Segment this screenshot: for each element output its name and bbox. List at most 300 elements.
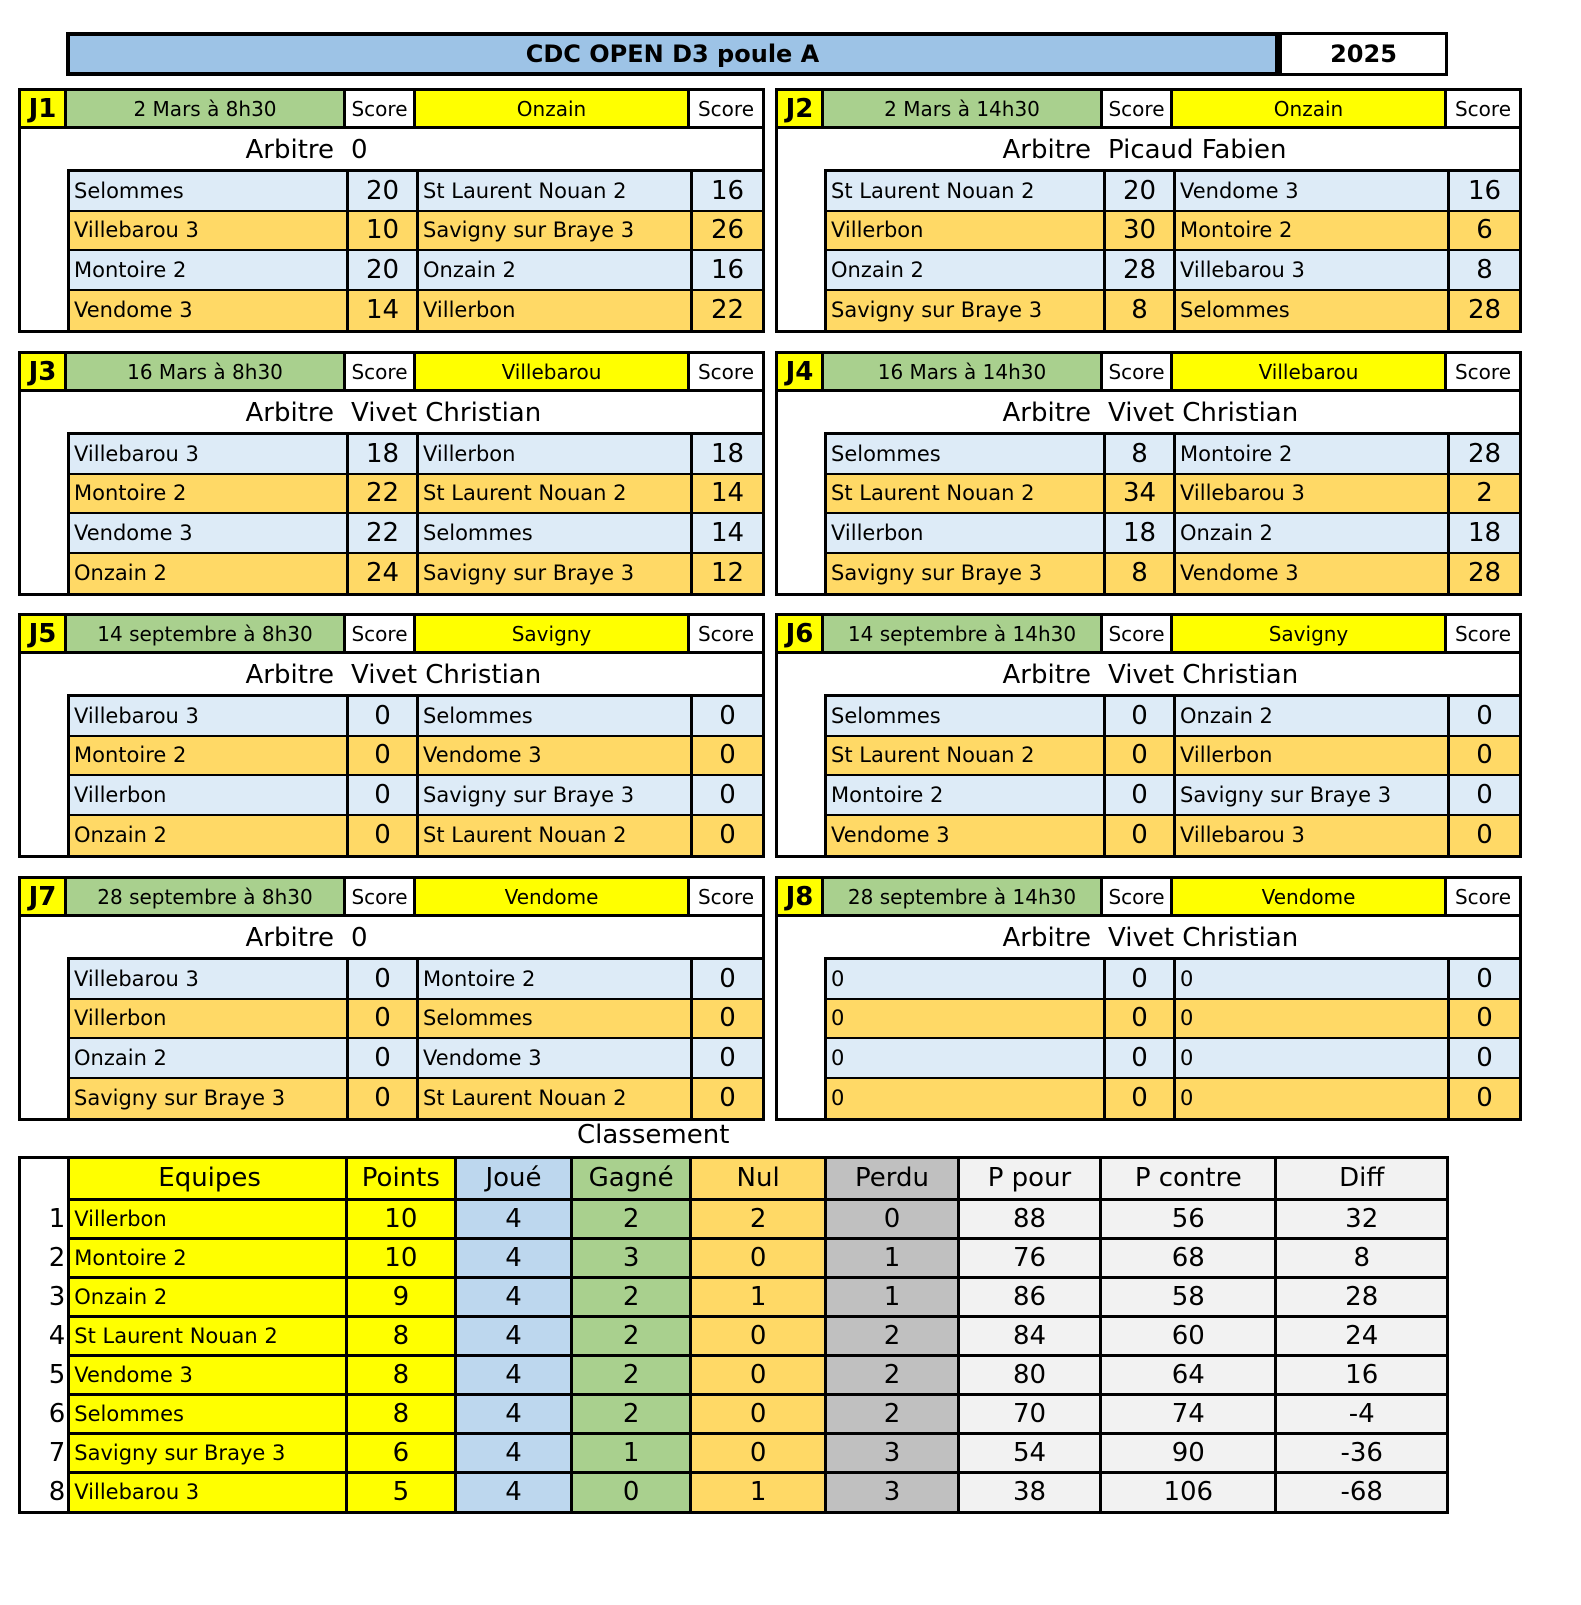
home-team: 0 [827,1000,1106,1038]
referee-row [21,129,762,169]
home-score: 0 [1106,776,1176,814]
home-team: Villerbon [70,1000,349,1038]
away-team: Montoire 2 [419,960,693,998]
home-team: Onzain 2 [827,251,1106,289]
referee-label: Arbitre [245,135,334,165]
referee-name: Vivet Christian [1108,398,1299,428]
season-year: 2025 [1279,32,1448,76]
away-team: Vendome 3 [419,1039,693,1077]
played-value: 4 [455,1199,572,1238]
rank-number: 4 [21,1316,69,1355]
match-row [70,514,762,554]
points-for-value: 76 [958,1238,1100,1277]
rank-number: 2 [21,1238,69,1277]
standings-row [21,1238,1446,1277]
score-header: Score [690,91,762,126]
match-row [70,475,762,515]
score-header: Score [1103,91,1173,126]
referee-name: Vivet Christian [1108,923,1299,953]
lost-value: 2 [826,1355,959,1394]
points-against-value: 74 [1101,1394,1276,1433]
home-score: 18 [349,435,419,473]
played-value: 4 [455,1355,572,1394]
home-score: 0 [349,776,419,814]
points-against-value: 58 [1101,1277,1276,1316]
away-team: Vendome 3 [1176,172,1450,210]
played-value: 4 [455,1394,572,1433]
diff-value: 28 [1276,1277,1446,1316]
home-score: 30 [1106,212,1176,250]
team-name: Montoire 2 [69,1238,347,1277]
referee-row [21,654,762,694]
home-team: Villerbon [827,212,1106,250]
score-header: Score [1447,616,1519,651]
referee-name: 0 [351,923,368,953]
match-row [827,697,1519,737]
home-team: Savigny sur Braye 3 [827,554,1106,594]
away-score: 14 [710,478,745,509]
referee-row [778,654,1519,694]
points-for-value: 86 [958,1277,1100,1316]
match-list [67,432,762,593]
match-row [70,291,762,331]
away-score: 0 [719,820,736,851]
standings-row [21,1394,1446,1433]
home-score: 0 [1106,1079,1176,1119]
diff-value: -68 [1276,1472,1446,1511]
home-team: Montoire 2 [70,475,349,513]
won-value: 2 [572,1394,691,1433]
away-score: 0 [719,1003,736,1034]
lost-value: 1 [826,1238,959,1277]
lost-value: 2 [826,1316,959,1355]
home-score: 20 [349,251,419,289]
points-value: 9 [346,1277,455,1316]
away-team: Vendome 3 [1176,554,1450,594]
rank-header [21,1159,69,1199]
draw-value: 0 [691,1238,826,1277]
referee-label: Arbitre [245,398,334,428]
away-team: Villebarou 3 [1176,816,1450,856]
match-row [70,697,762,737]
away-score: 0 [1476,820,1493,851]
matchday-block [18,876,765,1121]
played-value: 4 [455,1433,572,1472]
away-score: 12 [710,558,745,589]
match-row [70,1039,762,1079]
matchday-number: J2 [778,91,824,126]
match-row [827,554,1519,594]
col-diff: Diff [1276,1159,1446,1199]
home-score: 0 [1106,960,1176,998]
away-team: Villebarou 3 [1176,475,1450,513]
col-ppour: P pour [958,1159,1100,1199]
home-score: 0 [349,816,419,856]
score-header: Score [690,354,762,389]
away-team: St Laurent Nouan 2 [419,816,693,856]
matchday-date: 14 septembre à 14h30 [824,616,1103,651]
home-score: 0 [349,960,419,998]
home-team: Selommes [827,435,1106,473]
referee-label: Arbitre [1002,398,1091,428]
draw-value: 2 [691,1199,826,1238]
won-value: 2 [572,1277,691,1316]
score-header: Score [1103,616,1173,651]
match-row [827,1079,1519,1119]
matchday-number: J1 [21,91,67,126]
home-score: 24 [349,554,419,594]
away-team: Onzain 2 [1176,697,1450,735]
away-score: 18 [1467,517,1502,548]
home-team: Vendome 3 [70,291,349,331]
away-score: 28 [1467,558,1502,589]
score-header: Score [346,879,416,914]
away-team: Vendome 3 [419,737,693,775]
away-team: Montoire 2 [1176,212,1450,250]
away-team: Montoire 2 [1176,435,1450,473]
referee-name: Vivet Christian [351,398,542,428]
match-row [827,737,1519,777]
away-score: 26 [710,215,745,246]
draw-value: 1 [691,1277,826,1316]
home-score: 0 [1106,816,1176,856]
col-perdu: Perdu [826,1159,959,1199]
match-row [70,212,762,252]
match-row [70,816,762,856]
referee-row [778,392,1519,432]
referee-name: Vivet Christian [351,660,542,690]
points-value: 8 [346,1394,455,1433]
points-value: 10 [346,1199,455,1238]
home-team: Montoire 2 [827,776,1106,814]
away-score: 0 [1476,779,1493,810]
home-score: 20 [349,172,419,210]
away-score: 2 [1476,478,1493,509]
match-row [70,251,762,291]
rank-number: 8 [21,1472,69,1511]
home-team: St Laurent Nouan 2 [827,475,1106,513]
matchday-venue: Savigny [1173,616,1447,651]
referee-label: Arbitre [1002,923,1091,953]
matchday-block [18,351,765,596]
home-score: 8 [1106,554,1176,594]
referee-row [778,129,1519,169]
match-row [827,960,1519,1000]
home-team: Villerbon [70,776,349,814]
col-pcontre: P contre [1101,1159,1276,1199]
rank-number: 6 [21,1394,69,1433]
score-header: Score [1103,879,1173,914]
score-header: Score [346,354,416,389]
matchday-number: J6 [778,616,824,651]
away-team: Savigny sur Braye 3 [419,554,693,594]
won-value: 2 [572,1355,691,1394]
matchday-date: 14 septembre à 8h30 [67,616,346,651]
draw-value: 1 [691,1472,826,1511]
matchday-number: J7 [21,879,67,914]
home-score: 0 [1106,1000,1176,1038]
standings-title: Classement [577,1120,730,1150]
home-team: Selommes [827,697,1106,735]
points-for-value: 80 [958,1355,1100,1394]
score-header: Score [1447,354,1519,389]
matchday-date: 2 Mars à 14h30 [824,91,1103,126]
diff-value: -36 [1276,1433,1446,1472]
matchday-block [775,613,1522,858]
home-team: 0 [827,1039,1106,1077]
away-score: 0 [719,1042,736,1073]
away-team: St Laurent Nouan 2 [419,172,693,210]
away-team: Savigny sur Braye 3 [419,776,693,814]
points-against-value: 64 [1101,1355,1276,1394]
home-score: 8 [1106,435,1176,473]
matchday-header [21,879,762,917]
points-for-value: 38 [958,1472,1100,1511]
away-score: 0 [719,1083,736,1114]
home-score: 20 [1106,172,1176,210]
home-team: Villebarou 3 [70,435,349,473]
matchday-header [778,879,1519,917]
home-score: 28 [1106,251,1176,289]
home-team: St Laurent Nouan 2 [827,172,1106,210]
matchday-block [775,88,1522,333]
points-value: 8 [346,1316,455,1355]
away-score: 0 [1476,700,1493,731]
team-name: Villebarou 3 [69,1472,347,1511]
lost-value: 0 [826,1199,959,1238]
matchday-date: 28 septembre à 8h30 [67,879,346,914]
away-team: Savigny sur Braye 3 [419,212,693,250]
standings-row [21,1355,1446,1394]
standings-row [21,1277,1446,1316]
team-name: Savigny sur Braye 3 [69,1433,347,1472]
away-team: St Laurent Nouan 2 [419,475,693,513]
home-score: 18 [1106,514,1176,552]
score-header: Score [1447,91,1519,126]
col-joue: Joué [455,1159,572,1199]
match-row [70,1079,762,1119]
team-name: St Laurent Nouan 2 [69,1316,347,1355]
points-for-value: 88 [958,1199,1100,1238]
away-score: 28 [1467,438,1502,469]
match-list [824,694,1519,855]
away-team: Selommes [419,1000,693,1038]
points-value: 5 [346,1472,455,1511]
standings-row [21,1316,1446,1355]
away-team: 0 [1176,1039,1450,1077]
team-name: Onzain 2 [69,1277,347,1316]
away-team: St Laurent Nouan 2 [419,1079,693,1119]
matchday-block [775,876,1522,1121]
matchday-header [778,354,1519,392]
matchday-header [778,616,1519,654]
matchday-venue: Villebarou [1173,354,1447,389]
match-row [827,475,1519,515]
matchday-header [21,354,762,392]
draw-value: 0 [691,1394,826,1433]
col-points: Points [346,1159,455,1199]
matchday-header [21,616,762,654]
score-header: Score [346,616,416,651]
played-value: 4 [455,1238,572,1277]
matchday-venue: Onzain [416,91,690,126]
away-team: Selommes [1176,291,1450,331]
home-score: 0 [1106,737,1176,775]
rank-number: 7 [21,1433,69,1472]
home-team: 0 [827,960,1106,998]
referee-label: Arbitre [245,923,334,953]
match-row [827,776,1519,816]
points-against-value: 60 [1101,1316,1276,1355]
matchday-number: J8 [778,879,824,914]
referee-name: Vivet Christian [1108,660,1299,690]
points-against-value: 56 [1101,1199,1276,1238]
away-score: 0 [1476,963,1493,994]
away-team: Selommes [419,697,693,735]
col-nul: Nul [691,1159,826,1199]
matchday-date: 2 Mars à 8h30 [67,91,346,126]
away-score: 16 [1467,175,1502,206]
away-score: 14 [710,517,745,548]
score-header: Score [346,91,416,126]
lost-value: 3 [826,1433,959,1472]
matchday-number: J5 [21,616,67,651]
match-row [70,554,762,594]
match-row [827,291,1519,331]
match-row [70,172,762,212]
home-score: 0 [349,1039,419,1077]
referee-row [21,392,762,432]
match-row [827,251,1519,291]
match-row [827,172,1519,212]
match-row [70,960,762,1000]
away-team: Villerbon [419,291,693,331]
played-value: 4 [455,1316,572,1355]
points-value: 10 [346,1238,455,1277]
lost-value: 2 [826,1394,959,1433]
away-score: 0 [719,700,736,731]
away-team: Savigny sur Braye 3 [1176,776,1450,814]
referee-label: Arbitre [245,660,334,690]
matchday-block [18,613,765,858]
matchday-venue: Villebarou [416,354,690,389]
away-score: 0 [1476,1003,1493,1034]
diff-value: -4 [1276,1394,1446,1433]
referee-name: Picaud Fabien [1108,135,1287,165]
home-team: 0 [827,1079,1106,1119]
match-list [824,432,1519,593]
home-score: 10 [349,212,419,250]
home-score: 0 [349,737,419,775]
away-team: 0 [1176,960,1450,998]
match-list [824,169,1519,330]
points-for-value: 84 [958,1316,1100,1355]
team-name: Villerbon [69,1199,347,1238]
played-value: 4 [455,1277,572,1316]
match-list [67,694,762,855]
away-score: 16 [710,175,745,206]
match-row [827,212,1519,252]
matchday-venue: Vendome [1173,879,1447,914]
home-team: Villebarou 3 [70,697,349,735]
match-row [70,776,762,816]
away-team: Villerbon [1176,737,1450,775]
home-score: 0 [349,1079,419,1119]
rank-number: 5 [21,1355,69,1394]
matchday-block [775,351,1522,596]
away-team: Selommes [419,514,693,552]
diff-value: 8 [1276,1238,1446,1277]
draw-value: 0 [691,1316,826,1355]
standings-row [21,1472,1446,1511]
away-team: 0 [1176,1079,1450,1119]
home-team: Villebarou 3 [70,960,349,998]
page-title: CDC OPEN D3 poule A [66,32,1279,76]
matchday-venue: Onzain [1173,91,1447,126]
away-score: 0 [1476,740,1493,771]
diff-value: 24 [1276,1316,1446,1355]
standings-table [18,1156,1449,1514]
home-score: 22 [349,514,419,552]
home-team: Savigny sur Braye 3 [70,1079,349,1119]
home-team: Vendome 3 [70,514,349,552]
match-row [70,737,762,777]
home-team: Onzain 2 [70,554,349,594]
home-score: 0 [1106,1039,1176,1077]
away-team: 0 [1176,1000,1450,1038]
away-team: Villerbon [419,435,693,473]
home-score: 22 [349,475,419,513]
away-score: 18 [710,438,745,469]
lost-value: 1 [826,1277,959,1316]
won-value: 0 [572,1472,691,1511]
matchday-date: 28 septembre à 14h30 [824,879,1103,914]
match-row [827,435,1519,475]
away-score: 0 [719,740,736,771]
home-team: Savigny sur Braye 3 [827,291,1106,331]
played-value: 4 [455,1472,572,1511]
home-team: St Laurent Nouan 2 [827,737,1106,775]
draw-value: 0 [691,1355,826,1394]
col-equipes: Equipes [69,1159,347,1199]
points-against-value: 68 [1101,1238,1276,1277]
matchday-date: 16 Mars à 8h30 [67,354,346,389]
home-score: 14 [349,291,419,331]
standings-grid [21,1159,1446,1511]
home-score: 8 [1106,291,1176,331]
matchday-header [778,91,1519,129]
home-score: 0 [349,697,419,735]
referee-label: Arbitre [1002,660,1091,690]
matchday-header [21,91,762,129]
referee-row [21,917,762,957]
match-list [67,957,762,1118]
home-team: Vendome 3 [827,816,1106,856]
match-row [827,1000,1519,1040]
home-team: Onzain 2 [70,1039,349,1077]
team-name: Vendome 3 [69,1355,347,1394]
score-header: Score [1447,879,1519,914]
match-row [827,1039,1519,1079]
home-team: Montoire 2 [70,251,349,289]
home-team: Villerbon [827,514,1106,552]
away-score: 0 [1476,1083,1493,1114]
home-score: 34 [1106,475,1176,513]
draw-value: 0 [691,1433,826,1472]
away-team: Onzain 2 [1176,514,1450,552]
diff-value: 32 [1276,1199,1446,1238]
home-team: Selommes [70,172,349,210]
